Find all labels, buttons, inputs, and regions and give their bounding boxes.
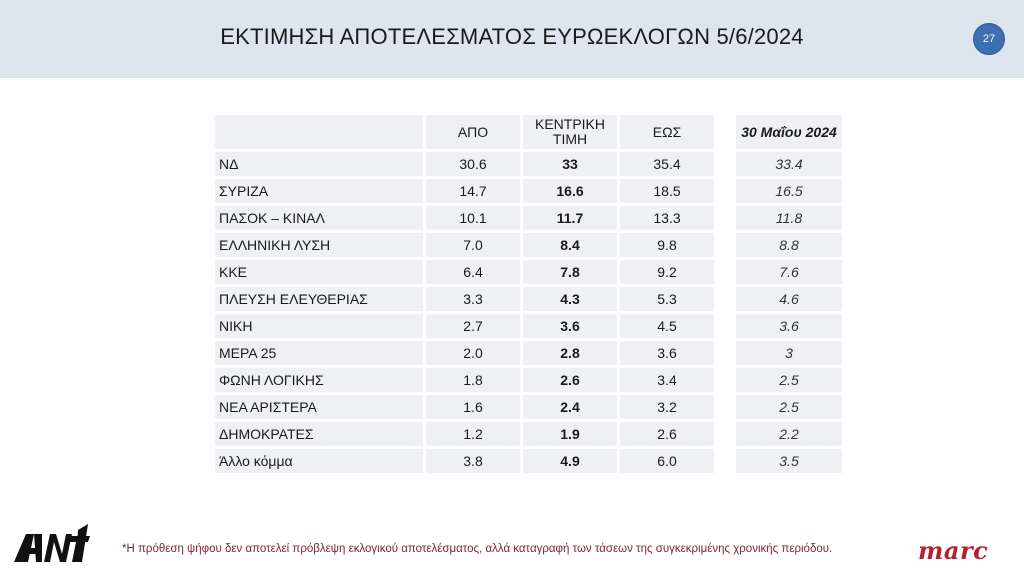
value-from: 30.6 xyxy=(426,152,520,176)
value-central: 2.8 xyxy=(523,341,617,365)
value-to: 2.6 xyxy=(620,422,714,446)
value-to: 18.5 xyxy=(620,179,714,203)
value-from: 2.7 xyxy=(426,314,520,338)
comparison-header-row xyxy=(736,115,842,149)
party-name: ΦΩΝΗ ΛΟΓΙΚΗΣ xyxy=(215,368,423,392)
value-from: 1.8 xyxy=(426,368,520,392)
comparison-value: 8.8 xyxy=(736,233,842,257)
value-to: 3.4 xyxy=(620,368,714,392)
comparison-table xyxy=(733,112,845,476)
table-row xyxy=(215,314,714,338)
table-row xyxy=(215,152,714,176)
comparison-value: 3.6 xyxy=(736,314,842,338)
value-central: 1.9 xyxy=(523,422,617,446)
value-from: 2.0 xyxy=(426,341,520,365)
footnote: *Η πρόθεση ψήφου δεν αποτελεί πρόβλεψη εκλογικού αποτελέσματος, αλλά καταγραφή των τάσεων της συγκεκριμένης χρονικής περιόδου. xyxy=(122,543,833,555)
comparison-value: 2.5 xyxy=(736,395,842,419)
header-to: ΕΩΣ xyxy=(620,115,714,149)
header-bar xyxy=(0,0,1024,78)
comparison-row xyxy=(736,368,842,392)
comparison-value: 2.2 xyxy=(736,422,842,446)
party-name: ΕΛΛΗΝΙΚΗ ΛΥΣΗ xyxy=(215,233,423,257)
value-from: 14.7 xyxy=(426,179,520,203)
value-to: 35.4 xyxy=(620,152,714,176)
value-central: 8.4 xyxy=(523,233,617,257)
value-to: 6.0 xyxy=(620,449,714,473)
party-name: ΝΙΚΗ xyxy=(215,314,423,338)
value-central: 2.6 xyxy=(523,368,617,392)
comparison-header: 30 Μαΐου 2024 xyxy=(736,115,842,149)
table-row xyxy=(215,422,714,446)
table-row xyxy=(215,449,714,473)
value-central: 4.3 xyxy=(523,287,617,311)
comparison-value: 16.5 xyxy=(736,179,842,203)
value-to: 9.8 xyxy=(620,233,714,257)
results-body xyxy=(215,152,714,473)
comparison-row xyxy=(736,287,842,311)
marc-logo: marc xyxy=(918,536,989,565)
comparison-value: 2.5 xyxy=(736,368,842,392)
value-from: 6.4 xyxy=(426,260,520,284)
party-name: ΚΚΕ xyxy=(215,260,423,284)
table-row xyxy=(215,395,714,419)
header-party xyxy=(215,115,423,149)
comparison-value: 4.6 xyxy=(736,287,842,311)
comparison-value: 7.6 xyxy=(736,260,842,284)
comparison-row xyxy=(736,233,842,257)
comparison-row xyxy=(736,206,842,230)
comparison-value: 3 xyxy=(736,341,842,365)
table-row xyxy=(215,287,714,311)
value-central: 2.4 xyxy=(523,395,617,419)
value-central: 4.9 xyxy=(523,449,617,473)
comparison-row xyxy=(736,179,842,203)
value-central: 33 xyxy=(523,152,617,176)
value-central: 11.7 xyxy=(523,206,617,230)
party-name: ΝΕΑ ΑΡΙΣΤΕΡΑ xyxy=(215,395,423,419)
table-row xyxy=(215,341,714,365)
value-central: 3.6 xyxy=(523,314,617,338)
value-from: 1.6 xyxy=(426,395,520,419)
value-to: 9.2 xyxy=(620,260,714,284)
value-to: 3.2 xyxy=(620,395,714,419)
party-name: ΔΗΜΟΚΡΑΤΕΣ xyxy=(215,422,423,446)
comparison-row xyxy=(736,395,842,419)
ant1-logo xyxy=(12,524,92,571)
comparison-row xyxy=(736,314,842,338)
comparison-row xyxy=(736,449,842,473)
value-to: 13.3 xyxy=(620,206,714,230)
comparison-row xyxy=(736,341,842,365)
page-number-badge: 27 xyxy=(973,23,1005,55)
comparison-row xyxy=(736,152,842,176)
comparison-value: 33.4 xyxy=(736,152,842,176)
table-row xyxy=(215,206,714,230)
table-row xyxy=(215,233,714,257)
value-from: 3.8 xyxy=(426,449,520,473)
value-from: 3.3 xyxy=(426,287,520,311)
table-row xyxy=(215,368,714,392)
value-to: 4.5 xyxy=(620,314,714,338)
party-name: Άλλο κόμμα xyxy=(215,449,423,473)
page-title: ΕΚΤΙΜΗΣΗ ΑΠΟΤΕΛΕΣΜΑΤΟΣ ΕΥΡΩΕΚΛΟΓΩΝ 5/6/2024 xyxy=(220,24,804,49)
value-from: 7.0 xyxy=(426,233,520,257)
table-row xyxy=(215,179,714,203)
value-from: 1.2 xyxy=(426,422,520,446)
party-name: ΣΥΡΙΖΑ xyxy=(215,179,423,203)
party-name: ΜΕΡΑ 25 xyxy=(215,341,423,365)
party-name: ΝΔ xyxy=(215,152,423,176)
comparison-row xyxy=(736,422,842,446)
party-name: ΠΛΕΥΣΗ ΕΛΕΥΘΕΡΙΑΣ xyxy=(215,287,423,311)
table-row xyxy=(215,260,714,284)
value-central: 7.8 xyxy=(523,260,617,284)
results-table xyxy=(212,112,717,476)
comparison-value: 11.8 xyxy=(736,206,842,230)
comparison-row xyxy=(736,260,842,284)
comparison-body xyxy=(736,152,842,473)
value-central: 16.6 xyxy=(523,179,617,203)
value-to: 5.3 xyxy=(620,287,714,311)
party-name: ΠΑΣΟΚ – ΚΙΝΑΛ xyxy=(215,206,423,230)
header-from: ΑΠΟ xyxy=(426,115,520,149)
value-from: 10.1 xyxy=(426,206,520,230)
table-header-row xyxy=(215,115,714,149)
value-to: 3.6 xyxy=(620,341,714,365)
comparison-value: 3.5 xyxy=(736,449,842,473)
header-central: ΚΕΝΤΡΙΚΗ ΤΙΜΗ xyxy=(523,115,617,149)
